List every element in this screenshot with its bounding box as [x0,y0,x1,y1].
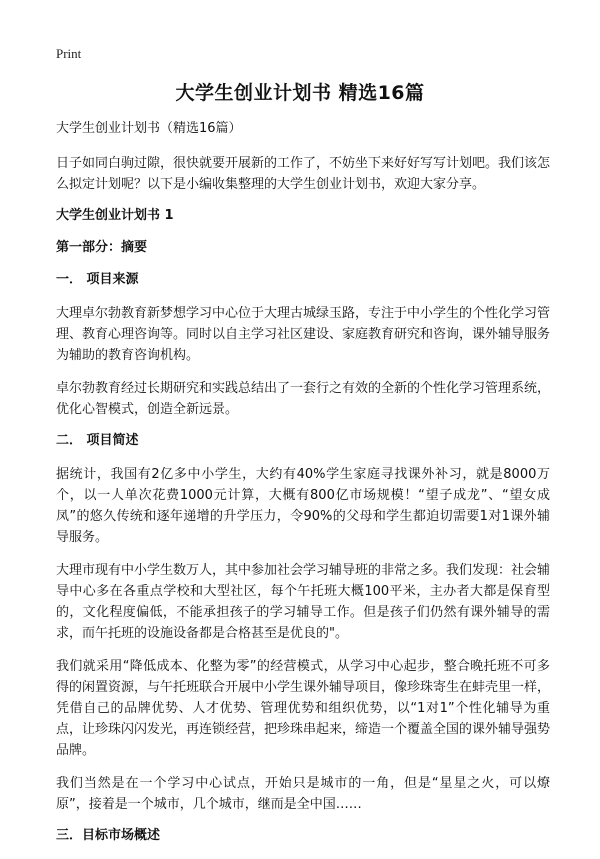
section-heading-market: 三．目标市场概述 [56,828,161,843]
paragraph: 我们就采用“降低成本、化整为零”的经营模式，从学习中心起步，整合晚托班不可多得的闲置资源，与午托班联合开展中小学生课外辅导项目，像珍珠寄生在蚌壳里一样，凭借自己的品牌优势、人才优势、管理优势和组织优势，以“1对1”个性化辅导为重点，让珍珠闪闪发光，再连锁经营，把珍珠串起来，缔造一个覆盖全国的课外辅导强势品牌。 [56,659,551,758]
paragraph: 大理卓尔勃教育新梦想学习中心位于大理古城绿玉路，专注于中小学生的个性化学习管理、教育心理咨询等。同时以自主学习社区建设、家庭教育研究和咨询，课外辅导服务为辅助的教育咨询机构。 [56,306,551,363]
document-subtitle: 大学生创业计划书（精选16篇） [56,121,242,136]
paragraph: 卓尔勃教育经过长期研究和实践总结出了一套行之有效的全新的个性化学习管理系统，优化心智模式，创造全新远景。 [56,381,551,417]
section-heading-source: 一． 项目来源 [56,272,139,287]
paragraph: 我们当然是在一个学习中心试点，开始只是城市的一角，但是“星星之火，可以燎原”，接着是一个城市，几个城市，继而是全中国…… [56,776,550,812]
paragraph: 据统计，我国有2亿多中小学生，大约有40%学生家庭寻找课外补习，就是8000万个，以一人单次花费1000元计算，大概有800亿市场规模！“望子成龙”、“望女成凤”的悠久传统和逐年递增的升学压力，令90%的父母和学生都迫切需要1对1课外辅导服务。 [56,467,550,545]
plan-heading: 大学生创业计划书 1 [56,208,174,223]
intro-paragraph: 日子如同白驹过隙，很快就要开展新的工作了，不妨坐下来好好写写计划吧。我们该怎么拟定计划呢？以下是小编收集整理的大学生创业计划书，欢迎大家分享。 [56,156,551,192]
page-title: 大学生创业计划书 精选16篇 [175,82,425,104]
document-body [56,120,550,859]
print-label[interactable]: Print [56,46,82,61]
part-heading: 第一部分：摘要 [56,240,148,255]
paragraph: 大理市现有中小学生数万人，其中参加社会学习辅导班的非常之多。我们发现：社会辅导中心多在各重点学校和大型社区，每个午托班大概100平米，主办者大都是保育型的，文化程度偏低，不能承担孩子的学习辅导工作。但是孩子们仍然有课外辅导的需求，而午托班的设施设备都是合格甚至是优良的"。 [56,563,551,641]
section-heading-summary: 二． 项目简述 [56,433,139,448]
